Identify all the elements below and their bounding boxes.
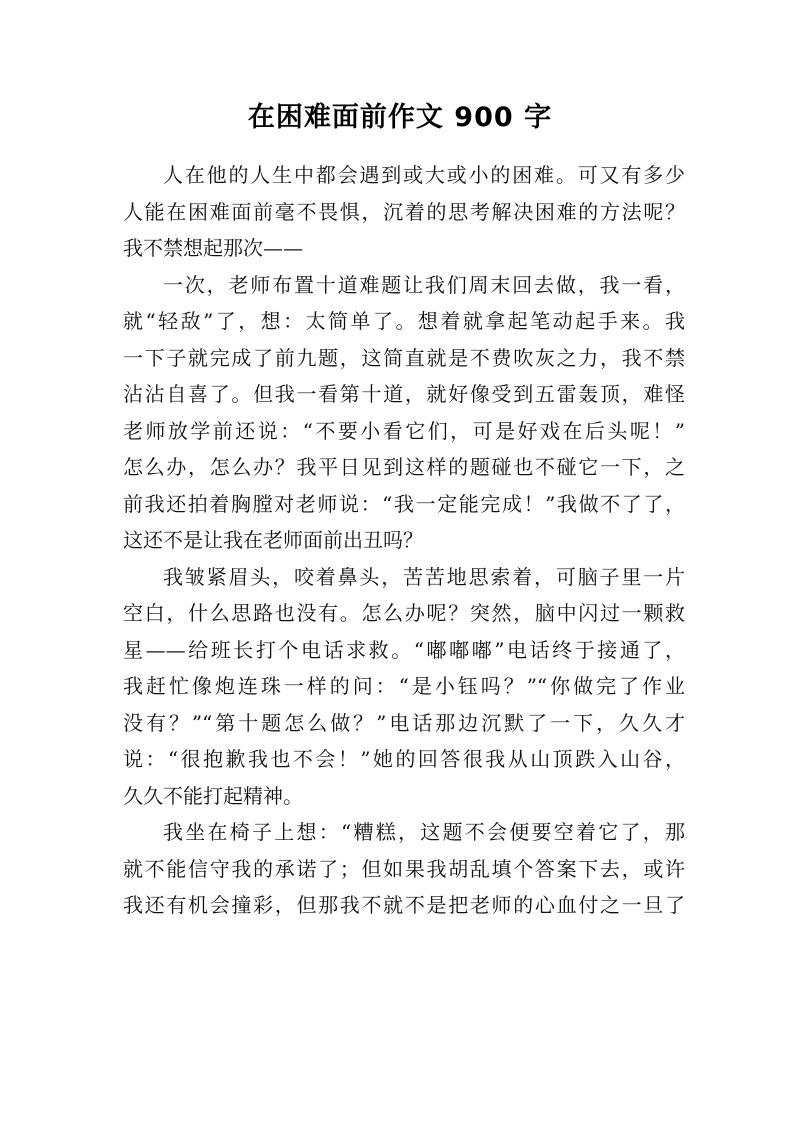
text-line: 久久不能打起精神。 [123,783,303,808]
text-line: 沾沾自喜了。但我一看第十道，就好像受到五雷轰顶，难怪 [123,382,685,406]
text-line: 就不能信守我的承诺了；但如果我胡乱填个答案下去，或许 [123,856,685,881]
text-line: 我坐在椅子上想：“糟糕，这题不会便要空着它了，那 [163,820,685,844]
text-line: 前我还拍着胸膛对老师说：“我一定能完成！”我做不了了， [123,491,685,516]
text-line: 说：“很抱歉我也不会！”她的回答很我从山顶跌入山谷， [123,747,685,771]
document-title: 在困难面前作文 900 字 [247,102,553,133]
text-line: 空白，什么思路也没有。怎么办呢？突然，脑中闪过一颗救 [123,601,685,625]
text-line: 人能在困难面前毫不畏惧，沉着的思考解决困难的方法呢？ [123,199,685,224]
text-line: 星——给班长打个电话求救。“嘟嘟嘟”电话终于接通了， [123,637,685,662]
text-line: 我还有机会撞彩，但那我不就不是把老师的心血付之一旦了 [123,893,685,917]
paragraph-1 [123,157,685,267]
text-line: 一次，老师布置十道难题让我们周末回去做，我一看， [163,272,685,297]
text-line: 一下子就完成了前九题，这简直就是不费吹灰之力，我不禁 [123,345,685,370]
text-line: 老师放学前还说：“不要小看它们，可是好戏在后头呢！” [123,418,685,443]
text-line: 没有？”“第十题怎么做？”电话那边沉默了一下，久久才 [123,710,685,735]
text-line: 这还不是让我在老师面前出丑吗？ [123,528,423,552]
text-line: 人在他的人生中都会遇到或大或小的困难。可又有多少 [163,163,685,187]
text-line: 怎么办，怎么办？我平日见到这样的题碰也不碰它一下，之 [123,455,685,479]
paragraph-3 [123,559,685,815]
text-line: 我赶忙像炮连珠一样的问：“是小钰吗？”“你做完了作业 [123,674,685,698]
paragraph-2 [123,267,685,559]
paragraph-4 [123,814,685,924]
text-line: 就“轻敌”了，想：太简单了。想着就拿起笔动起手来。我 [123,309,685,333]
document-body [123,157,685,924]
text-line: 我皱紧眉头，咬着鼻头，苦苦地思索着，可脑子里一片 [163,564,685,589]
text-line: 我不禁想起那次—— [123,236,303,260]
